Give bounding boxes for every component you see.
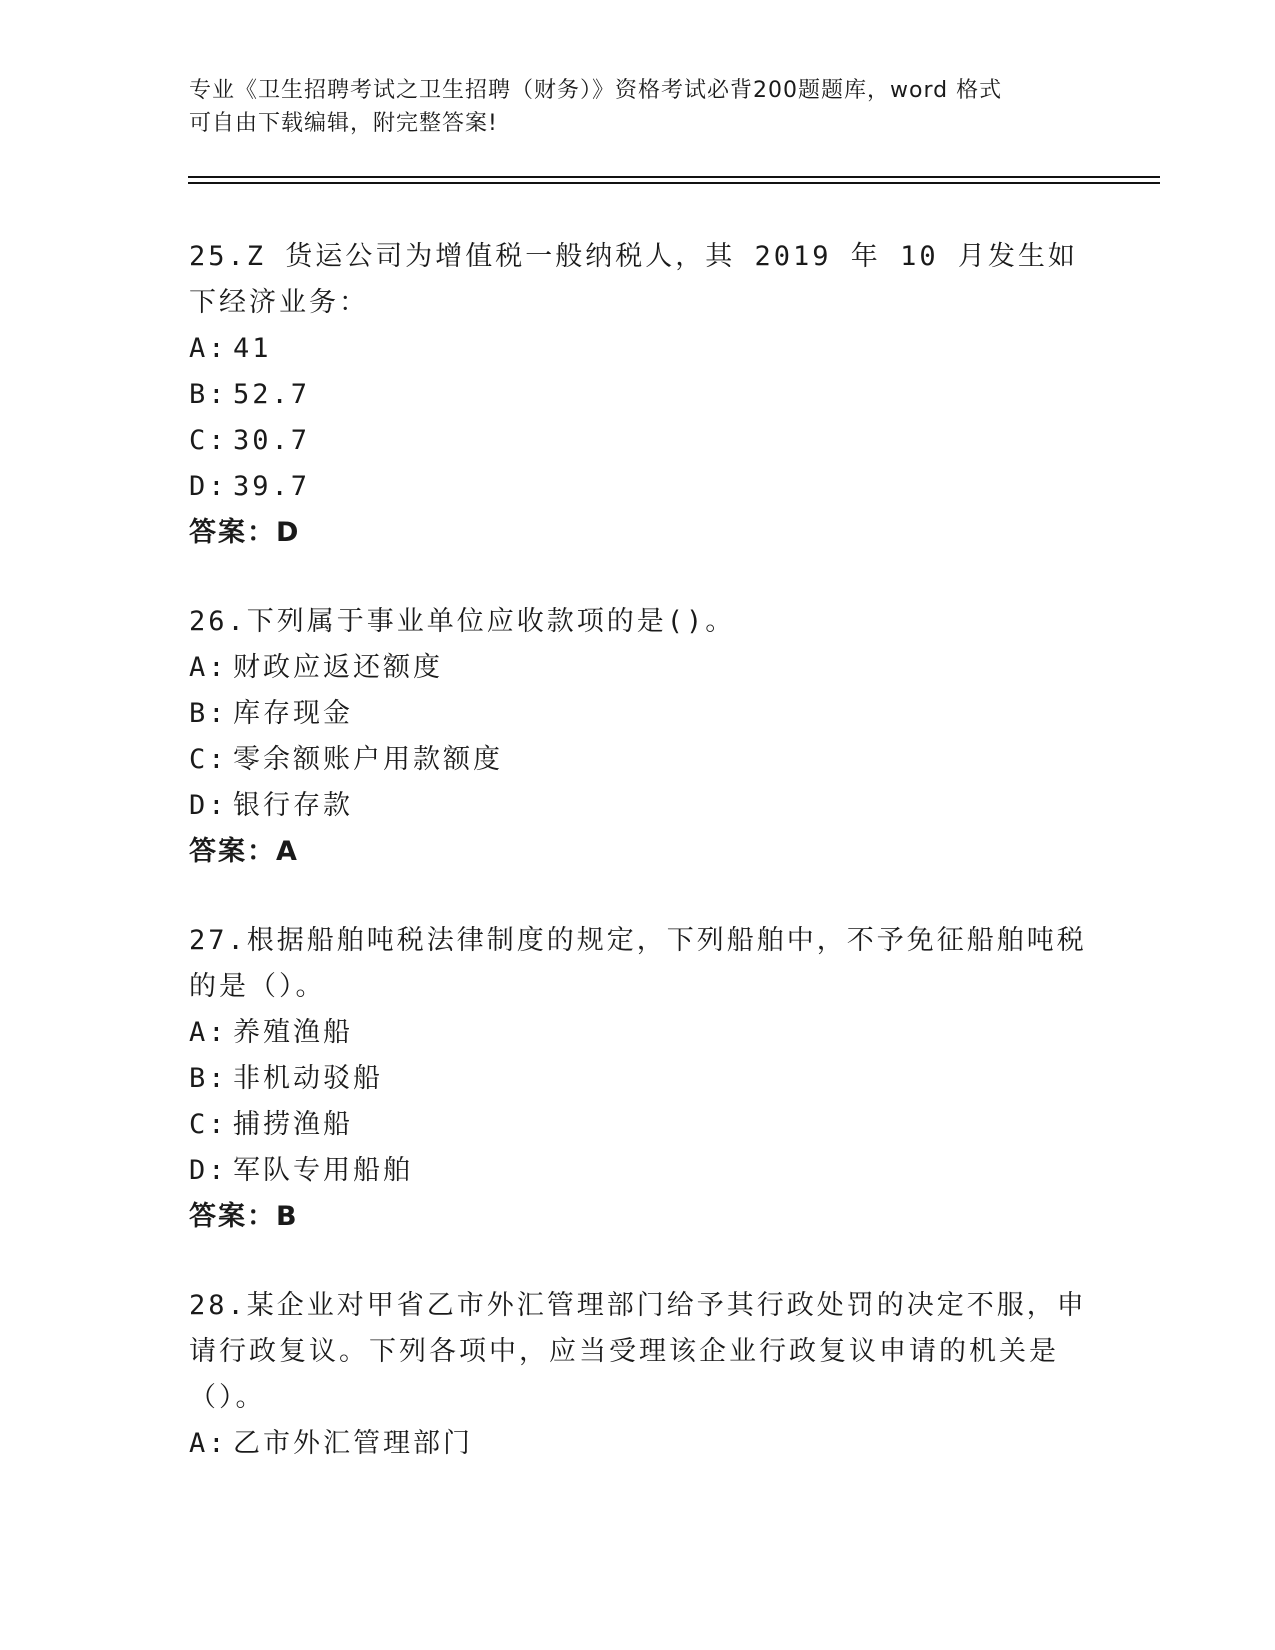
question-text: 26.下列属于事业单位应收款项的是()。	[189, 606, 736, 637]
option-key: D:	[189, 1155, 228, 1186]
option-key: B:	[189, 379, 228, 410]
option-value: 库存现金	[233, 698, 353, 729]
option-b	[189, 1056, 1089, 1102]
option-d	[189, 464, 1089, 510]
option-key: A:	[189, 1017, 228, 1048]
header-line-2: 可自由下载编辑，附完整答案!	[189, 111, 498, 136]
option-a	[189, 645, 1089, 691]
option-value: 银行存款	[233, 790, 353, 821]
option-c	[189, 1102, 1089, 1148]
option-a	[189, 326, 1089, 372]
option-key: B:	[189, 1063, 228, 1094]
option-d	[189, 1148, 1089, 1194]
answer-line: 答案：A	[189, 836, 299, 867]
question-item	[189, 234, 1089, 556]
option-value: 捕捞渔船	[233, 1109, 353, 1140]
option-key: C:	[189, 425, 228, 456]
option-c	[189, 737, 1089, 783]
question-text: 25.Z 货运公司为增值税一般纳税人，其 2019 年 10 月发生如下经济业务：	[189, 241, 1078, 318]
option-key: C:	[189, 1109, 228, 1140]
option-key: D:	[189, 471, 228, 502]
answer-line: 答案：B	[189, 1201, 299, 1232]
option-key: A:	[189, 333, 228, 364]
document-header	[189, 74, 1089, 140]
answer-line: 答案：D	[189, 517, 301, 548]
question-list	[189, 234, 1089, 1510]
option-key: C:	[189, 744, 228, 775]
option-key: B:	[189, 698, 228, 729]
option-value: 养殖渔船	[233, 1017, 353, 1048]
option-value: 非机动驳船	[233, 1063, 383, 1094]
option-value: 30.7	[233, 425, 311, 456]
option-key: D:	[189, 790, 228, 821]
question-item	[189, 599, 1089, 875]
question-item	[189, 918, 1089, 1240]
option-a	[189, 1421, 1089, 1467]
option-b	[189, 372, 1089, 418]
header-divider-bottom	[188, 182, 1160, 184]
option-value: 52.7	[233, 379, 311, 410]
option-value: 财政应返还额度	[233, 652, 443, 683]
question-text: 27.根据船舶吨税法律制度的规定，下列船舶中，不予免征船舶吨税的是（）。	[189, 925, 1087, 1002]
option-d	[189, 783, 1089, 829]
option-value: 军队专用船舶	[233, 1155, 413, 1186]
question-text: 28.某企业对甲省乙市外汇管理部门给予其行政处罚的决定不服，申请行政复议。下列各项中，应当受理该企业行政复议申请的机关是（）。	[189, 1290, 1087, 1413]
option-value: 41	[233, 333, 272, 364]
header-line-1: 专业《卫生招聘考试之卫生招聘（财务）》资格考试必背200题题库，word 格式	[189, 78, 1003, 103]
option-a	[189, 1010, 1089, 1056]
option-value: 零余额账户用款额度	[233, 744, 503, 775]
option-value: 39.7	[233, 471, 311, 502]
option-value: 乙市外汇管理部门	[233, 1428, 473, 1459]
option-c	[189, 418, 1089, 464]
question-item	[189, 1283, 1089, 1467]
option-b	[189, 691, 1089, 737]
option-key: A:	[189, 652, 228, 683]
option-key: A:	[189, 1428, 228, 1459]
header-divider-top	[188, 176, 1160, 178]
